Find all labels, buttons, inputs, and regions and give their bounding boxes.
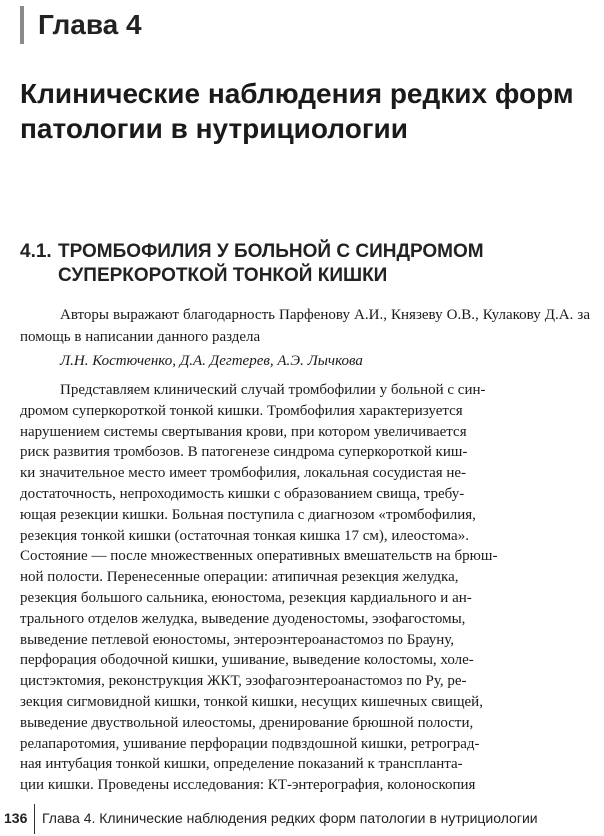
section-title-line-1: ТРОМБОФИЛИЯ У БОЛЬНОЙ С СИНДРОМОМ [58,241,484,262]
body-line: зекция сигмовидной кишки, тонкой кишки, несущих кишечных свищей, [20,693,483,710]
running-title: Глава 4. Клинические наблюдения редких форм патологии в нутрициологии [42,810,538,826]
body-line: резекция большого сальника, еюностома, резекция кардиального и ан- [20,589,472,606]
authors: Л.Н. Костюченко, Д.А. Дегтерев, А.Э. Лычкова [60,353,363,369]
body-line: Представляем клинический случай тромбофилии у больной с син- [60,382,486,398]
body-line: ющая резекции кишки. Больная поступила с диагнозом «тромбофилия, [20,506,476,523]
body-line: риск развития тромбозов. В патогенезе синдрома суперкороткой киш- [20,444,468,461]
body-line: Состояние — после множественных оперативных вмешательств на брюш- [20,548,498,565]
section-title-line-2: СУПЕРКОРОТКОЙ ТОНКОЙ КИШКИ [58,265,388,286]
body-line: ной полости. Перенесенные операции: атипичная резекция желудка, [20,569,459,586]
body-line: ции кишки. Проведены исследования: КТ-энтерография, колоноскопия [20,777,476,794]
body-line: цистэктомия, реконструкция ЖКТ, эзофагоэнтероанастомоз по Ру, ре- [20,673,467,690]
body-line: ная интубация тонкой кишки, определение показаний к транспланта- [20,756,463,773]
section-heading [20,240,580,288]
body-line: перфорация ободочной кишки, ушивание, выведение колостомы, холе- [20,652,474,669]
body-line: релапаротомия, ушивание перфорации подвздошной кишки, ретроград- [20,735,480,752]
chapter-title: Клинические наблюдения редких форм патологии в нутрициологии [20,78,574,144]
section-number: 4.1. [20,241,52,262]
chapter-label: Глава 4 [20,6,142,44]
page-footer [0,804,604,834]
footer-divider [34,804,35,834]
body-line: ки значительное место имеет тромбофилия, локальная сосудистая не- [20,465,467,482]
page-number: 136 [4,810,28,826]
body-line: дромом суперкороткой тонкой кишки. Тромбофилия характеризуется [20,402,463,419]
body-line: трального отделов желудка, выведение дуоденостомы, эзофагостомы, [20,610,466,627]
body-line: достаточность, непроходимость кишки с образованием свища, требу- [20,485,465,502]
body-text [20,380,590,796]
body-line: выведение петлевой еюностомы, энтероэнтероанастомоз по Брауну, [20,631,455,648]
acknowledgement: Авторы выражают благодарность Парфенову А.И., Князеву О.В., Кулакову Д.А. за помощь в написании данного раздела [20,307,590,345]
body-line: нарушением системы свертывания крови, при котором увеличивается [20,423,467,440]
body-line: выведение двуствольной илеостомы, дренирование брюшной полости, [20,714,474,731]
body-line: резекция тонкой кишки (остаточная тонкая кишка 17 см), илеостома». [20,527,469,544]
